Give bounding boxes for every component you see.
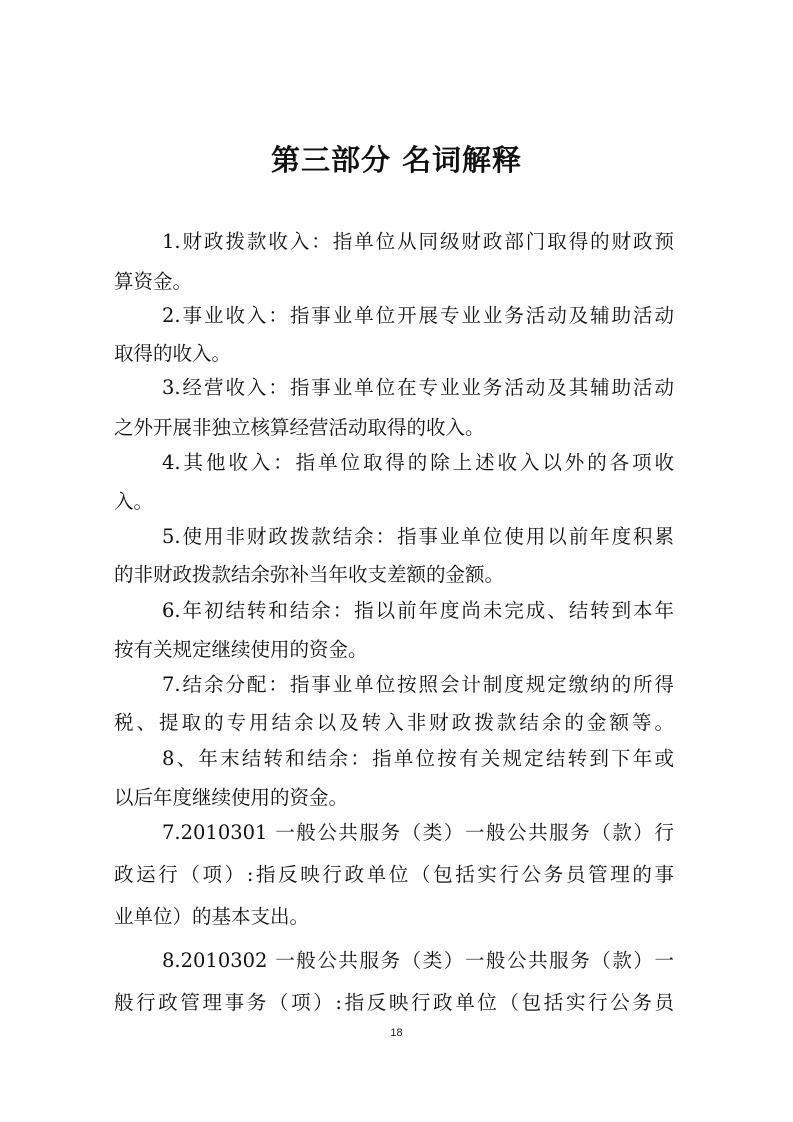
paragraph-8-line-1: 8、年末结转和结余：指单位按有关规定结转到下年或 [162, 747, 674, 770]
page-title: 第三部分 名词解释 [270, 143, 523, 177]
paragraph-4-line-1: 4.其他收入：指单位取得的除上述收入以外的各项收 [162, 451, 674, 474]
paragraph-1-line-1: 1.财政拨款收入：指单位从同级财政部门取得的财政预 [162, 230, 674, 253]
page-number: 18 [390, 1027, 403, 1039]
paragraph-6-line-1: 6.年初结转和结余：指以前年度尚未完成、结转到本年 [162, 599, 674, 622]
paragraph-1-line-2: 算资金。 [114, 270, 193, 293]
paragraph-8-line-2: 以后年度继续使用的资金。 [114, 786, 349, 809]
paragraph-7-line-2: 税、提取的专用结余以及转入非财政拨款结余的金额等。 [114, 711, 674, 734]
paragraph-5-line-1: 5.使用非财政拨款结余：指事业单位使用以前年度积累 [162, 525, 674, 548]
paragraph-3-line-1: 3.经营收入：指事业单位在专业业务活动及其辅助活动 [162, 376, 674, 399]
paragraph-9-line-1: 7.2010301 一般公共服务（类）一般公共服务（款）行 [162, 821, 674, 844]
paragraph-9-line-3: 业单位）的基本支出。 [114, 905, 310, 928]
paragraph-2-line-1: 2.事业收入：指事业单位开展专业业务活动及辅助活动 [162, 304, 674, 327]
paragraph-10-line-1: 8.2010302 一般公共服务（类）一般公共服务（款）一 [162, 949, 674, 972]
paragraph-3-line-2: 之外开展非独立核算经营活动取得的收入。 [114, 416, 485, 439]
paragraph-6-line-2: 按有关规定继续使用的资金。 [114, 638, 368, 661]
paragraph-5-line-2: 的非财政拨款结余弥补当年收支差额的金额。 [114, 563, 505, 586]
paragraph-10-line-2: 般行政管理事务（项）:指反映行政单位（包括实行公务员 [114, 991, 674, 1014]
paragraph-4-line-2: 入。 [114, 490, 154, 513]
paragraph-9-line-2: 政运行（项）:指反映行政单位（包括实行公务员管理的事 [114, 863, 674, 886]
paragraph-7-line-1: 7.结余分配：指事业单位按照会计制度规定缴纳的所得 [162, 673, 674, 696]
paragraph-2-line-2: 取得的收入。 [114, 342, 232, 365]
